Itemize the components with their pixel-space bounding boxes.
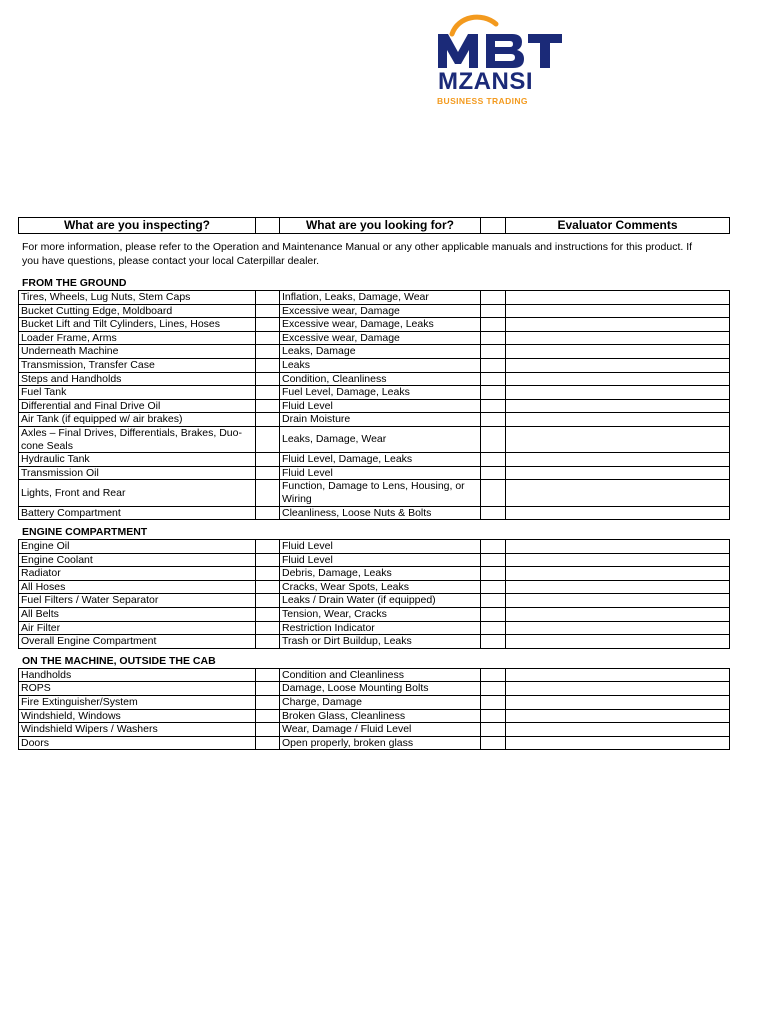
inspect-item-cell: All Hoses [19,580,256,594]
check-box-cell[interactable] [481,580,506,594]
check-box-cell[interactable] [256,480,280,506]
evaluator-comment-cell[interactable] [506,635,730,649]
looking-for-cell: Fuel Level, Damage, Leaks [280,386,481,400]
check-box-cell[interactable] [256,386,280,400]
checklist-header-table [18,217,730,234]
looking-for-cell: Debris, Damage, Leaks [280,567,481,581]
check-box-cell[interactable] [481,386,506,400]
table-row [19,594,730,608]
check-box-cell[interactable] [256,723,280,737]
check-box-cell[interactable] [481,358,506,372]
inspect-item-cell: Windshield, Windows [19,709,256,723]
inspect-item-cell: Air Filter [19,621,256,635]
inspect-item-cell: Bucket Cutting Edge, Moldboard [19,304,256,318]
inspect-item-cell: Lights, Front and Rear [19,480,256,506]
check-box-cell[interactable] [481,480,506,506]
check-box-cell[interactable] [256,453,280,467]
evaluator-comment-cell[interactable] [506,682,730,696]
check-box-cell[interactable] [256,426,280,452]
inspect-item-cell: Fire Extinguisher/System [19,696,256,710]
check-box-cell[interactable] [256,399,280,413]
table-row [19,399,730,413]
looking-for-cell: Leaks [280,358,481,372]
check-box-cell[interactable] [256,709,280,723]
evaluator-comment-cell[interactable] [506,480,730,506]
check-box-cell[interactable] [256,668,280,682]
section-title: ENGINE COMPARTMENT [22,526,148,539]
check-box-cell[interactable] [256,594,280,608]
inspect-item-cell: Axles – Final Drives, Differentials, Brakes, Duo-cone Seals [19,426,256,452]
looking-for-cell: Inflation, Leaks, Damage, Wear [280,291,481,305]
inspect-item-cell: Overall Engine Compartment [19,635,256,649]
inspect-item-cell: Transmission Oil [19,466,256,480]
evaluator-comment-cell[interactable] [506,567,730,581]
looking-for-cell: Charge, Damage [280,696,481,710]
evaluator-comment-cell[interactable] [506,709,730,723]
section-table [18,290,730,520]
check-box-cell[interactable] [481,304,506,318]
check-box-cell[interactable] [256,736,280,750]
table-row [19,540,730,554]
evaluator-comment-cell[interactable] [506,696,730,710]
inspection-checklist [18,217,730,750]
check-box-cell[interactable] [481,345,506,359]
check-box-cell[interactable] [256,345,280,359]
section-title: FROM THE GROUND [22,277,127,289]
check-box-cell[interactable] [256,413,280,427]
table-row [19,413,730,427]
table-row [19,506,730,520]
looking-for-cell: Condition, Cleanliness [280,372,481,386]
evaluator-comment-cell[interactable] [506,608,730,622]
looking-for-cell: Leaks / Drain Water (if equipped) [280,594,481,608]
looking-for-cell: Restriction Indicator [280,621,481,635]
looking-for-cell: Fluid Level [280,553,481,567]
check-box-cell[interactable] [481,709,506,723]
table-row [19,453,730,467]
logo-company-subtitle: BUSINESS TRADING [437,96,528,106]
table-row [19,345,730,359]
looking-for-cell: Fluid Level [280,399,481,413]
inspect-item-cell: Doors [19,736,256,750]
inspect-item-cell: Transmission, Transfer Case [19,358,256,372]
evaluator-comment-cell[interactable] [506,723,730,737]
inspect-item-cell: Loader Frame, Arms [19,331,256,345]
evaluator-comment-cell[interactable] [506,318,730,332]
table-row [19,608,730,622]
check-box-cell[interactable] [481,567,506,581]
check-box-cell[interactable] [256,291,280,305]
looking-for-cell: Leaks, Damage [280,345,481,359]
table-row [19,372,730,386]
check-box-cell[interactable] [481,466,506,480]
table-row [19,723,730,737]
evaluator-comment-cell[interactable] [506,466,730,480]
check-box-cell[interactable] [481,736,506,750]
evaluator-comment-cell[interactable] [506,413,730,427]
table-row [19,358,730,372]
check-box-cell[interactable] [256,682,280,696]
evaluator-comment-cell[interactable] [506,553,730,567]
looking-for-cell: Trash or Dirt Buildup, Leaks [280,635,481,649]
looking-for-cell: Open properly, broken glass [280,736,481,750]
table-row [19,480,730,506]
section-title: ON THE MACHINE, OUTSIDE THE CAB [22,654,216,667]
looking-for-cell: Excessive wear, Damage [280,304,481,318]
check-box-cell[interactable] [256,331,280,345]
check-box-cell[interactable] [256,318,280,332]
inspect-item-cell: Underneath Machine [19,345,256,359]
check-box-cell[interactable] [481,372,506,386]
check-box-cell[interactable] [256,580,280,594]
inspect-item-cell: Bucket Lift and Tilt Cylinders, Lines, Hoses [19,318,256,332]
inspect-item-cell: Fuel Tank [19,386,256,400]
check-box-cell[interactable] [256,372,280,386]
looking-for-cell: Function, Damage to Lens, Housing, or Wiring [280,480,481,506]
table-row [19,709,730,723]
check-box-cell[interactable] [256,553,280,567]
table-row [19,580,730,594]
section-table [18,668,730,751]
table-row [19,668,730,682]
check-box-cell[interactable] [256,304,280,318]
check-box-cell[interactable] [481,608,506,622]
inspect-item-cell: Steps and Handholds [19,372,256,386]
evaluator-comment-cell[interactable] [506,594,730,608]
evaluator-comment-cell[interactable] [506,621,730,635]
inspect-item-cell: Hydraulic Tank [19,453,256,467]
inspect-item-cell: Engine Coolant [19,553,256,567]
check-box-cell[interactable] [481,318,506,332]
check-box-cell[interactable] [481,453,506,467]
looking-for-cell: Fluid Level [280,466,481,480]
looking-for-cell: Excessive wear, Damage [280,331,481,345]
looking-for-cell: Tension, Wear, Cracks [280,608,481,622]
table-row [19,682,730,696]
evaluator-comment-cell[interactable] [506,506,730,520]
inspect-item-cell: Differential and Final Drive Oil [19,399,256,413]
looking-for-cell: Condition and Cleanliness [280,668,481,682]
table-row [19,567,730,581]
looking-for-cell: Drain Moisture [280,413,481,427]
evaluator-comment-cell[interactable] [506,540,730,554]
check-box-cell[interactable] [256,540,280,554]
check-box-cell[interactable] [481,540,506,554]
inspect-item-cell: Tires, Wheels, Lug Nuts, Stem Caps [19,291,256,305]
check-box-cell[interactable] [481,682,506,696]
evaluator-comment-cell[interactable] [506,304,730,318]
header-spacer [481,218,506,234]
looking-for-cell: Fluid Level, Damage, Leaks [280,453,481,467]
check-box-cell[interactable] [481,621,506,635]
evaluator-comment-cell[interactable] [506,358,730,372]
section-table [18,539,730,649]
check-box-cell[interactable] [481,506,506,520]
header-row [19,218,730,234]
check-box-cell[interactable] [481,553,506,567]
evaluator-comment-cell[interactable] [506,399,730,413]
looking-for-cell: Cracks, Wear Spots, Leaks [280,580,481,594]
table-row [19,466,730,480]
evaluator-comment-cell[interactable] [506,453,730,467]
check-box-cell[interactable] [481,413,506,427]
evaluator-comment-cell[interactable] [506,668,730,682]
inspect-item-cell: Fuel Filters / Water Separator [19,594,256,608]
evaluator-comment-cell[interactable] [506,426,730,452]
evaluator-comment-cell[interactable] [506,580,730,594]
check-box-cell[interactable] [481,291,506,305]
inspect-item-cell: Engine Oil [19,540,256,554]
table-row [19,696,730,710]
table-row [19,621,730,635]
inspect-item-cell: Handholds [19,668,256,682]
check-box-cell[interactable] [481,331,506,345]
header-evaluator-comments: Evaluator Comments [506,218,730,234]
looking-for-cell: Damage, Loose Mounting Bolts [280,682,481,696]
check-box-cell[interactable] [256,466,280,480]
check-box-cell[interactable] [256,506,280,520]
table-row [19,635,730,649]
company-logo [432,14,566,108]
header-spacer [256,218,280,234]
check-box-cell[interactable] [256,635,280,649]
table-row [19,291,730,305]
table-row [19,736,730,750]
header-inspecting: What are you inspecting? [19,218,256,234]
table-row [19,318,730,332]
check-box-cell[interactable] [481,594,506,608]
table-row [19,386,730,400]
check-box-cell[interactable] [256,567,280,581]
check-box-cell[interactable] [481,723,506,737]
sections-container [18,277,730,750]
check-box-cell[interactable] [481,696,506,710]
table-row [19,426,730,452]
table-row [19,553,730,567]
mbt-logo-mark [432,14,566,72]
evaluator-comment-cell[interactable] [506,736,730,750]
inspect-item-cell: Battery Compartment [19,506,256,520]
looking-for-cell: Fluid Level [280,540,481,554]
looking-for-cell: Leaks, Damage, Wear [280,426,481,452]
evaluator-comment-cell[interactable] [506,291,730,305]
looking-for-cell: Wear, Damage / Fluid Level [280,723,481,737]
check-box-cell[interactable] [481,399,506,413]
inspect-item-cell: All Belts [19,608,256,622]
evaluator-comment-cell[interactable] [506,372,730,386]
header-looking-for: What are you looking for? [280,218,481,234]
looking-for-cell: Excessive wear, Damage, Leaks [280,318,481,332]
check-box-cell[interactable] [481,668,506,682]
inspect-item-cell: Windshield Wipers / Washers [19,723,256,737]
check-box-cell[interactable] [481,426,506,452]
evaluator-comment-cell[interactable] [506,345,730,359]
inspect-item-cell: Radiator [19,567,256,581]
logo-company-name: MZANSI [438,68,533,95]
check-box-cell[interactable] [481,635,506,649]
check-box-cell[interactable] [256,621,280,635]
table-row [19,304,730,318]
table-row [19,331,730,345]
evaluator-comment-cell[interactable] [506,331,730,345]
info-note: For more information, please refer to the Operation and Maintenance Manual or any other applicable manuals and instructions for this product. If you have questions, please contact your local Caterpillar dealer. [22,241,693,267]
inspect-item-cell: ROPS [19,682,256,696]
check-box-cell[interactable] [256,696,280,710]
evaluator-comment-cell[interactable] [506,386,730,400]
inspect-item-cell: Air Tank (if equipped w/ air brakes) [19,413,256,427]
looking-for-cell: Broken Glass, Cleanliness [280,709,481,723]
looking-for-cell: Cleanliness, Loose Nuts & Bolts [280,506,481,520]
check-box-cell[interactable] [256,358,280,372]
check-box-cell[interactable] [256,608,280,622]
